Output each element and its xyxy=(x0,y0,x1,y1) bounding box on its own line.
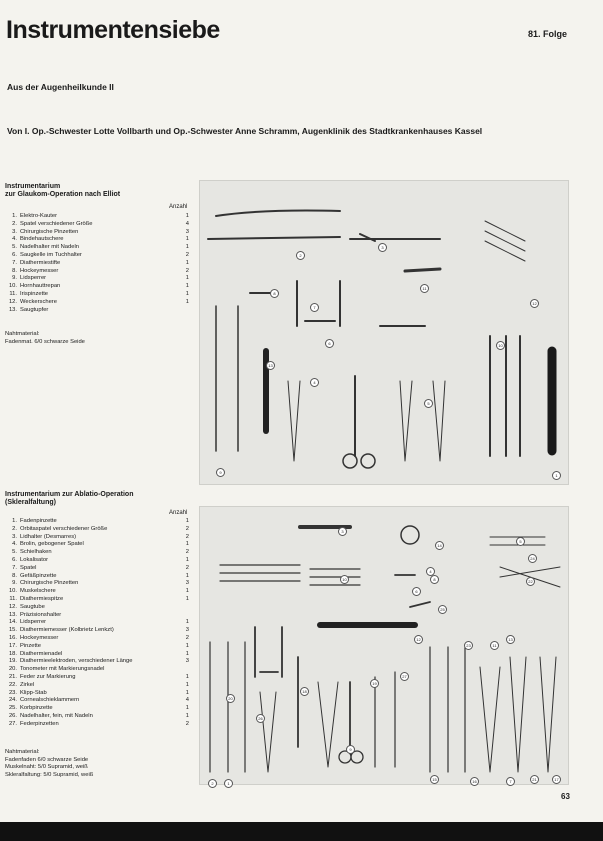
item-number: 9. xyxy=(12,580,17,587)
item-number: 24. xyxy=(8,697,17,704)
item-quantity: 2 xyxy=(185,267,189,274)
item-number: 9. xyxy=(12,275,17,282)
item-name: Feder zur Markierung xyxy=(20,673,76,680)
item-number: 16. xyxy=(8,634,17,641)
item-quantity: 1 xyxy=(185,712,189,719)
instrument-callout-label: 2 xyxy=(208,779,217,788)
spatula-instrument xyxy=(208,237,340,239)
item-name: Schielhaken xyxy=(20,549,52,556)
item-name: Hornhauttrepan xyxy=(20,283,61,290)
instrument-callout-label: 25 xyxy=(438,605,447,614)
tonometer-disc xyxy=(401,526,419,544)
instrument-list-item xyxy=(5,260,189,268)
item-number: 7. xyxy=(12,564,17,571)
section1-title xyxy=(5,183,120,199)
instrument-list-item xyxy=(5,596,189,604)
instrument-callout-label: 10 xyxy=(340,575,349,584)
instrument-list-item xyxy=(5,244,189,252)
electrode-instruments xyxy=(310,569,360,585)
item-name: Zirkel xyxy=(20,681,35,688)
item-name: Diathermieelektroden, verschiedener Länge xyxy=(20,658,133,665)
item-name: Cornealschieklammern xyxy=(20,697,80,704)
instrument-callout-label: 1 xyxy=(552,471,561,480)
item-name: Chirurgische Pinzetten xyxy=(20,580,79,587)
tweezers-instrument xyxy=(260,692,276,772)
instrument-callout-label: 21 xyxy=(530,775,539,784)
knife-instruments xyxy=(485,221,525,261)
tweezers-instrument xyxy=(288,381,300,461)
instrument-list-item xyxy=(5,604,189,612)
instrument-callout-label: 20 xyxy=(226,694,235,703)
instrument-callout-label: 5 xyxy=(424,399,433,408)
instrument-list-item xyxy=(5,213,189,221)
item-quantity: 3 xyxy=(185,658,189,665)
item-number: 14. xyxy=(8,619,17,626)
item-name: Nadelhalter mit Nadeln xyxy=(20,244,79,251)
scan-edge-band xyxy=(0,822,603,841)
instrument-callout-label: 12 xyxy=(530,299,539,308)
item-number: 11. xyxy=(9,290,17,297)
item-quantity: 2 xyxy=(185,634,189,641)
instrument-callout-label: 3 xyxy=(378,243,387,252)
tweezers-instrument xyxy=(480,667,500,772)
item-number: 3. xyxy=(12,533,17,540)
item-quantity: 1 xyxy=(185,689,189,696)
instrument-list-item xyxy=(5,713,189,721)
handle-instruments xyxy=(490,336,520,456)
instrument-list-item xyxy=(5,518,189,526)
spatula-instruments xyxy=(220,565,300,581)
glaukom-instruments-illustration xyxy=(200,181,568,484)
instrument-callout-label: 6 xyxy=(412,587,421,596)
ablatio-instruments-photo xyxy=(199,506,569,785)
instrument-list-item xyxy=(5,666,189,674)
compass-instrument xyxy=(410,602,430,607)
item-number: 12. xyxy=(8,603,17,610)
item-number: 13. xyxy=(8,611,17,618)
item-name: Gefäßpinzette xyxy=(20,572,57,579)
item-quantity: 3 xyxy=(185,228,189,235)
item-name: Federpinzetten xyxy=(20,720,59,727)
item-number: 10. xyxy=(8,283,17,290)
tweezers-instrument xyxy=(540,657,556,772)
needle-holder-instrument xyxy=(350,234,440,241)
instrument-list-item xyxy=(5,549,189,557)
item-number: 4. xyxy=(12,236,17,243)
item-quantity: 1 xyxy=(185,236,189,243)
section2-title xyxy=(5,491,133,507)
speculum-instrument xyxy=(255,627,282,677)
instrument-callout-label: 24 xyxy=(528,554,537,563)
instrument-callout-label: 27 xyxy=(400,672,409,681)
item-number: 13. xyxy=(8,306,17,313)
scissors-ring-right xyxy=(361,454,375,468)
instrument-list-item xyxy=(5,299,189,307)
item-quantity: 1 xyxy=(185,588,189,595)
instrument-callout-label: 13 xyxy=(506,635,515,644)
instrument-list-item xyxy=(5,612,189,620)
item-quantity: 1 xyxy=(185,650,189,657)
section1-instrument-list xyxy=(5,213,189,314)
electrode-instruments xyxy=(430,647,465,772)
item-number: 19. xyxy=(8,658,17,665)
item-quantity: 1 xyxy=(185,275,189,282)
page-title: Instrumentensiebe xyxy=(6,16,220,44)
section2-title-line2: (Skleralfaltung) xyxy=(5,499,56,506)
item-quantity: 1 xyxy=(185,213,189,219)
instrument-callout-label: 17 xyxy=(552,775,561,784)
item-name: Irispinzette xyxy=(20,290,49,297)
item-number: 8. xyxy=(12,267,17,274)
item-name: Nadelhalter, fein, mit Nadeln xyxy=(20,712,93,719)
item-name: Korbpinzette xyxy=(20,705,53,712)
item-quantity: 1 xyxy=(185,298,189,305)
section2-anzahl-header: Anzahl xyxy=(169,510,188,516)
item-name: Bindehautschere xyxy=(20,236,64,243)
forceps-instrument xyxy=(405,269,440,271)
item-quantity: 1 xyxy=(185,244,189,251)
instrument-callout-label: 18 xyxy=(300,687,309,696)
item-number: 6. xyxy=(12,251,17,258)
section1-suture-material: Nahtmaterial: Fadenmat. 6/0 schwarze Seide xyxy=(5,331,85,345)
item-number: 2. xyxy=(12,220,17,227)
instrument-list-item xyxy=(5,534,189,542)
instrument-list-item xyxy=(5,697,189,705)
item-name: Elektro-Kauter xyxy=(20,213,58,219)
item-quantity: 1 xyxy=(185,705,189,712)
item-name: Lidhalter (Desmarres) xyxy=(20,533,77,540)
instrument-callout-label: 13 xyxy=(266,361,275,370)
instrument-list-item xyxy=(5,588,189,596)
item-name: Klipp-Stab xyxy=(20,689,47,696)
item-quantity: 2 xyxy=(185,251,189,258)
item-number: 2. xyxy=(12,525,17,532)
glaukom-instruments-photo xyxy=(199,180,569,485)
item-quantity: 2 xyxy=(185,549,189,556)
item-name: Pinzette xyxy=(20,642,41,649)
item-number: 21. xyxy=(8,673,17,680)
instrument-callout-label: 2 xyxy=(296,251,305,260)
item-name: Weckerschere xyxy=(20,298,57,305)
item-number: 7. xyxy=(12,259,17,266)
spatula-instrument xyxy=(216,211,340,216)
instrument-list-item xyxy=(5,283,189,291)
item-name: Lidsperrer xyxy=(20,619,47,626)
item-name: Tonometer mit Markierungsnadel xyxy=(20,666,105,673)
instrument-callout-label: 9 xyxy=(346,745,355,754)
section2-instrument-list xyxy=(5,518,189,729)
instrument-list-item xyxy=(5,580,189,588)
instrument-callout-label: 19 xyxy=(370,679,379,688)
instrument-callout-label: 15 xyxy=(430,775,439,784)
item-name: Lidsperrer xyxy=(20,275,47,282)
instrument-list-item xyxy=(5,643,189,651)
item-quantity: 1 xyxy=(185,642,189,649)
instrument-list-item xyxy=(5,221,189,229)
item-number: 22. xyxy=(8,681,17,688)
item-quantity: 1 xyxy=(185,681,189,688)
item-number: 5. xyxy=(12,244,17,251)
item-quantity: 1 xyxy=(185,283,189,290)
instrument-list-item xyxy=(5,268,189,276)
item-quantity: 3 xyxy=(185,627,189,634)
tweezers-instrument xyxy=(510,657,526,772)
item-number: 1. xyxy=(12,518,17,524)
instrument-callout-label: 5 xyxy=(516,537,525,546)
item-name: Brolin, gebogener Spatel xyxy=(20,541,84,548)
item-number: 18. xyxy=(8,650,17,657)
item-quantity: 3 xyxy=(185,580,189,587)
item-quantity: 1 xyxy=(185,259,189,266)
section1-anzahl-header: Anzahl xyxy=(169,204,188,210)
instrument-list-item xyxy=(5,275,189,283)
instrument-callout-label: 4 xyxy=(426,567,435,576)
section2-title-line1: Instrumentarium zur Ablatio-Operation xyxy=(5,491,134,498)
instrument-list-item xyxy=(5,236,189,244)
instrument-list-item xyxy=(5,658,189,666)
page-number: 63 xyxy=(561,792,570,801)
item-name: Hockeymesser xyxy=(20,267,59,274)
instrument-callout-label: 11 xyxy=(490,641,499,650)
instrument-list-item xyxy=(5,635,189,643)
item-number: 20. xyxy=(8,666,17,673)
item-quantity: 1 xyxy=(185,673,189,680)
item-quantity: 2 xyxy=(185,525,189,532)
item-name: Diathermiestifte xyxy=(20,259,61,266)
instrument-callout-label: 7 xyxy=(310,303,319,312)
probe-instruments xyxy=(210,642,245,772)
instrument-callout-label: 16 xyxy=(470,777,479,786)
instrument-callout-label: 8 xyxy=(270,289,279,298)
item-number: 4. xyxy=(12,541,17,548)
item-name: Muskelschere xyxy=(20,588,56,595)
instrument-list-item xyxy=(5,573,189,581)
item-number: 26. xyxy=(8,712,17,719)
item-number: 17. xyxy=(8,642,17,649)
instrument-list-item xyxy=(5,557,189,565)
instrument-list-item xyxy=(5,721,189,729)
instrument-callout-label: 7 xyxy=(506,777,515,786)
item-quantity: 2 xyxy=(185,564,189,571)
item-number: 6. xyxy=(12,556,17,563)
instrument-list-item xyxy=(5,705,189,713)
item-name: Saugkelle im Tuchhalter xyxy=(20,251,82,258)
instrument-list-item xyxy=(5,541,189,549)
item-name: Saugtube xyxy=(20,603,45,610)
instrument-callout-label: 22 xyxy=(526,577,535,586)
speculum-instrument xyxy=(297,281,340,326)
item-number: 11. xyxy=(9,595,17,602)
series-number: 81. Folge xyxy=(527,29,567,39)
instrument-callout-label: 14 xyxy=(435,541,444,550)
item-quantity: 2 xyxy=(185,720,189,727)
instrument-callout-label: 1 xyxy=(224,779,233,788)
item-name: Fadenpinzette xyxy=(20,518,57,524)
instrument-list-item xyxy=(5,651,189,659)
instrument-list-item xyxy=(5,291,189,299)
item-name: Diathermienadel xyxy=(20,650,63,657)
instrument-list-item xyxy=(5,252,189,260)
tweezers-instrument xyxy=(433,381,445,461)
item-quantity: 1 xyxy=(185,619,189,626)
section2-suture-material: Nahtmaterial: Fadenfaden 6/0 schwarze Seide Muskelnaht: 5/0 Supramid, weiß Skleralfaltung: 5/0 Supramid, weiß xyxy=(5,749,94,778)
tweezers-instrument xyxy=(400,381,412,461)
item-name: Saugtupfer xyxy=(20,306,49,313)
section1-title-line2: zur Glaukom-Operation nach Elliot xyxy=(5,191,121,198)
item-quantity: 1 xyxy=(185,541,189,548)
instrument-list-item xyxy=(5,627,189,635)
item-name: Hockeymesser xyxy=(20,634,59,641)
item-name: Chirurgische Pinzetten xyxy=(20,228,79,235)
section1-title-line1: Instrumentarium xyxy=(5,183,61,190)
item-name: Präzisionshalter xyxy=(20,611,62,618)
instrument-callout-label: 23 xyxy=(464,641,473,650)
instrument-callout-label: 3 xyxy=(338,527,347,536)
item-number: 15. xyxy=(8,627,17,634)
instrument-callout-label: 11 xyxy=(420,284,429,293)
item-number: 12. xyxy=(8,298,17,305)
article-subtitle: Aus der Augenheilkunde II xyxy=(7,82,114,92)
forceps-instrument xyxy=(318,682,338,767)
item-number: 1. xyxy=(12,213,17,219)
item-name: Orbitaspatel verschiedener Größe xyxy=(20,525,108,532)
instrument-list-item xyxy=(5,682,189,690)
instrument-callout-label: 9 xyxy=(216,468,225,477)
item-quantity: 1 xyxy=(185,572,189,579)
item-name: Spatel verschiedener Größe xyxy=(20,220,93,227)
item-quantity: 1 xyxy=(185,595,189,602)
instrument-list-item xyxy=(5,229,189,237)
item-number: 23. xyxy=(8,689,17,696)
instrument-list-item xyxy=(5,307,189,315)
item-number: 27. xyxy=(8,720,17,727)
item-name: Spatel xyxy=(20,564,37,571)
item-number: 3. xyxy=(12,228,17,235)
item-name: Diathermiespitze xyxy=(20,595,64,602)
authors-line: Von I. Op.-Schwester Lotte Vollbarth und Op.-Schwester Anne Schramm, Augenklinik des Stadtkrankenhauses Kassel xyxy=(7,126,483,136)
instrument-callout-label: 8 xyxy=(430,575,439,584)
item-quantity: 1 xyxy=(185,518,189,524)
ablatio-instruments-illustration xyxy=(200,507,568,784)
scissors-ring-left xyxy=(343,454,357,468)
instrument-list-item xyxy=(5,674,189,682)
instrument-list-item xyxy=(5,526,189,534)
instrument-callout-label: 6 xyxy=(325,339,334,348)
instrument-callout-label: 26 xyxy=(256,714,265,723)
item-number: 25. xyxy=(8,705,17,712)
item-quantity: 4 xyxy=(185,697,189,704)
instrument-list-item xyxy=(5,619,189,627)
probe-instruments xyxy=(216,306,238,451)
item-number: 5. xyxy=(12,549,17,556)
item-quantity: 1 xyxy=(185,290,189,297)
instrument-list-item xyxy=(5,690,189,698)
instrument-callout-label: 4 xyxy=(310,378,319,387)
item-quantity: 1 xyxy=(185,556,189,563)
item-quantity: 2 xyxy=(185,533,189,540)
instrument-callout-label: 10 xyxy=(496,341,505,350)
item-name: Diathermiemesser (Kolbrietz Lenkzt) xyxy=(20,627,114,634)
item-name: Lokalisator xyxy=(20,556,49,563)
item-quantity: 4 xyxy=(185,220,189,227)
item-number: 10. xyxy=(8,588,17,595)
instrument-callout-label: 12 xyxy=(414,635,423,644)
item-number: 8. xyxy=(12,572,17,579)
instrument-list-item xyxy=(5,565,189,573)
